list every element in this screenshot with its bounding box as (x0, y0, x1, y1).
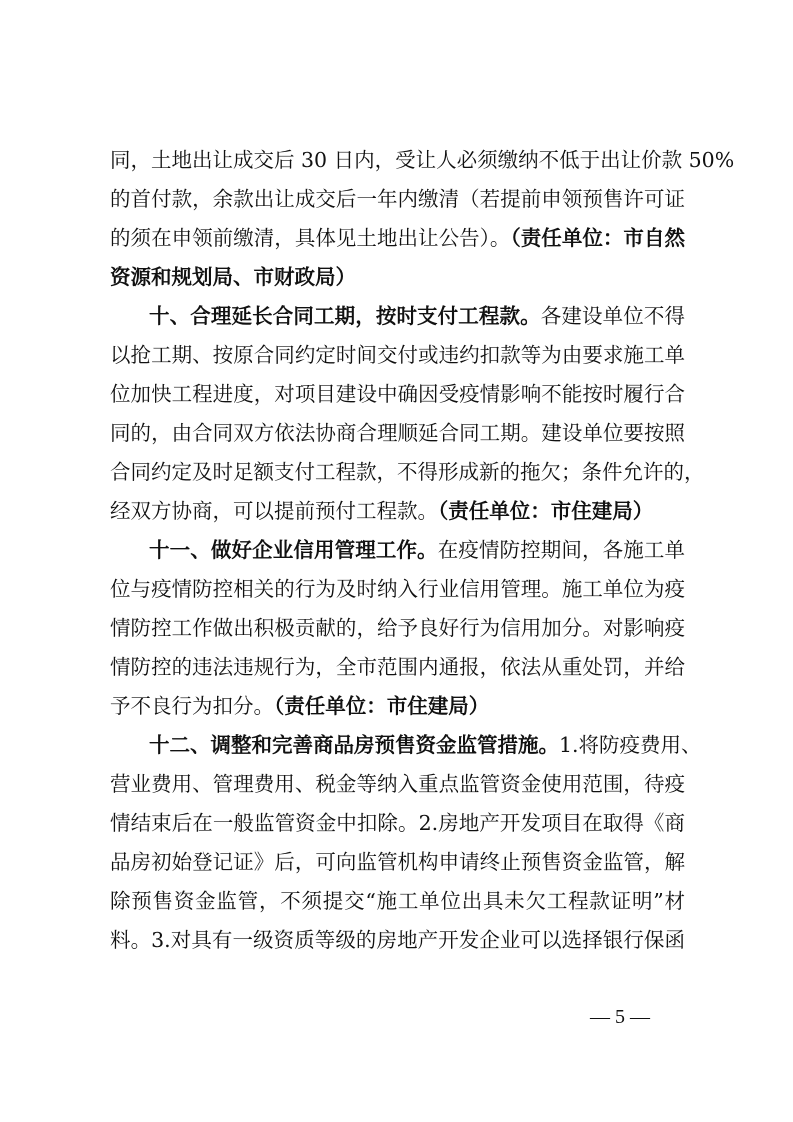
text-segment: 情防控工作做出积极贡献的，给予良好行为信用加分。对影响疫 (110, 616, 685, 640)
text-segment: 经双方协商，可以提前预付工程款。 (110, 499, 438, 523)
section-heading-line (149, 536, 685, 564)
text-line (110, 887, 685, 915)
text-line (110, 614, 685, 642)
text-line (110, 263, 685, 291)
text-segment: 除预售资金监管，不须提交“施工单位出具未欠工程款证明”材 (110, 889, 685, 913)
text-line (110, 575, 685, 603)
text-segment: 合同约定及时足额支付工程款，不得形成新的拖欠；条件允许的， (110, 460, 705, 484)
section-heading-line (149, 731, 702, 759)
section-heading-line (149, 302, 685, 330)
text-line (110, 692, 685, 720)
text-line (110, 146, 735, 174)
text-segment: 位与疫情防控相关的行为及时纳入行业信用管理。施工单位为疫 (110, 577, 685, 601)
responsibility-unit: （责任单位：市自然 (510, 226, 686, 250)
text-segment: 同，土地出让成交后 30 日内，受让人必须缴纳不低于出让价款 50% (110, 148, 735, 172)
text-segment: 品房初始登记证》后，可向监管机构申请终止预售资金监管，解 (110, 850, 685, 874)
text-line (110, 809, 685, 837)
text-segment: 在疫情防控期间，各施工单 (437, 538, 686, 562)
text-segment: 予不良行为扣分。 (110, 694, 274, 718)
text-line (110, 185, 685, 213)
text-segment: 情防控的违法违规行为，全市范围内通报，依法从重处罚，并给 (110, 655, 685, 679)
text-segment: 情结束后在一般监管资金中扣除。2.房地产开发项目在取得《商 (110, 811, 685, 835)
text-segment: 的首付款，余款出让成交后一年内缴清（若提前申领预售许可证 (110, 187, 685, 211)
text-segment: 营业费用、管理费用、税金等纳入重点监管资金使用范围，待疫 (110, 772, 685, 796)
text-segment: 料。3.对具有一级资质等级的房地产开发企业可以选择银行保函 (110, 928, 685, 952)
text-line (110, 926, 685, 954)
page-number: — 5 — (590, 1006, 650, 1028)
text-segment: 以抢工期、按原合同约定时间交付或违约扣款等为由要求施工单 (110, 343, 685, 367)
text-line (110, 341, 685, 369)
responsibility-unit: 资源和规划局、市财政局） (110, 265, 356, 289)
section-heading: 十、合理延长合同工期，按时支付工程款。 (149, 304, 541, 328)
text-line (110, 224, 685, 252)
section-heading: 十一、做好企业信用管理工作。 (149, 538, 438, 562)
text-segment: 1.将防疫费用、 (559, 733, 702, 757)
responsibility-unit: （责任单位：市住建局） (438, 499, 654, 523)
text-line (110, 848, 685, 876)
text-line (110, 653, 685, 681)
text-segment: 各建设单位不得 (540, 304, 686, 328)
text-segment: 的须在申领前缴清，具体见土地出让公告）。 (110, 226, 511, 250)
text-line (110, 380, 685, 408)
section-heading: 十二、调整和完善商品房预售资金监管措施。 (149, 733, 559, 757)
text-segment: 同的，由合同双方依法协商合理顺延合同工期。建设单位要按照 (110, 421, 685, 445)
text-line (110, 458, 705, 486)
text-line (110, 770, 685, 798)
text-line (110, 419, 685, 447)
responsibility-unit: （责任单位：市住建局） (274, 694, 490, 718)
text-line (110, 497, 685, 525)
text-segment: 位加快工程进度，对项目建设中确因受疫情影响不能按时履行合 (110, 382, 685, 406)
